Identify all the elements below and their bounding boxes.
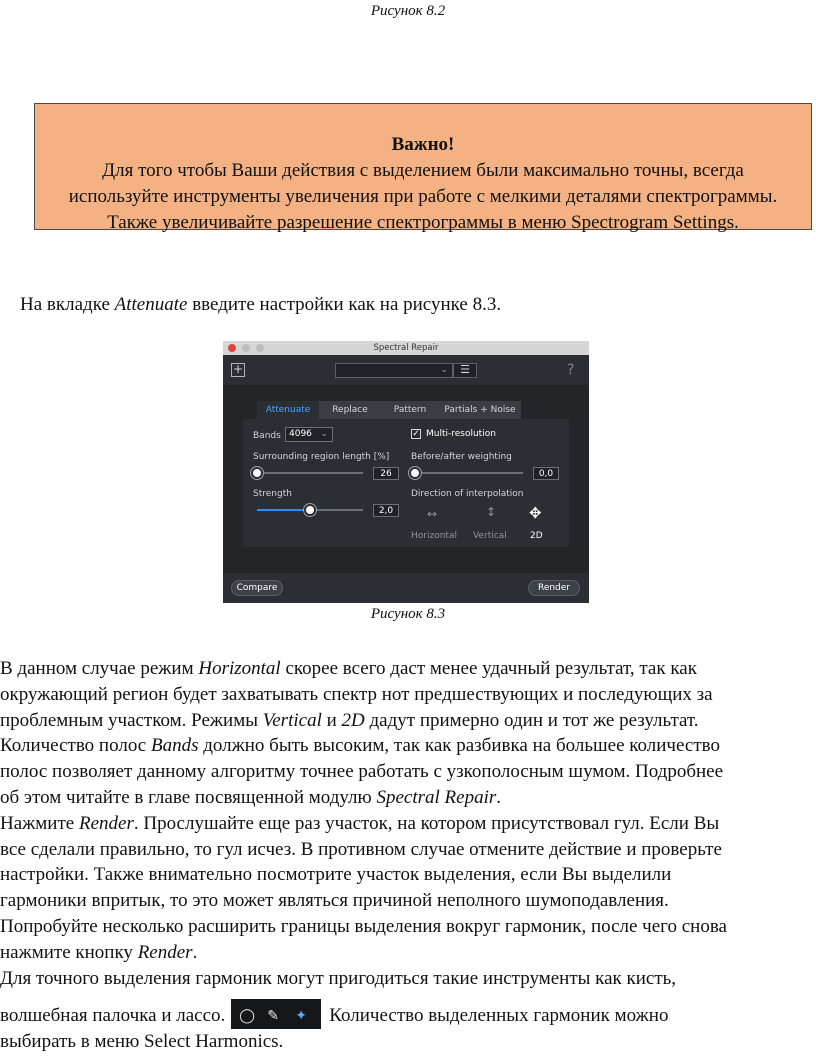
surrounding-slider-knob[interactable]	[251, 467, 263, 479]
chevron-down-icon: ⌄	[440, 365, 448, 375]
selection-tools-image	[231, 999, 321, 1029]
tab-replace[interactable]: Replace	[319, 401, 381, 419]
multi-resolution-label: Multi-resolution	[426, 429, 496, 439]
body-line: проблемным участком. Режимы Vertical и 2D дадут примерно один и тот же результат.	[0, 709, 699, 731]
preset-toolbar	[223, 355, 589, 385]
bands-select[interactable]	[285, 427, 333, 442]
spectral-repair-window	[223, 341, 589, 603]
tab-pattern[interactable]: Pattern	[381, 401, 439, 419]
strength-slider-fill	[257, 509, 310, 511]
zoom-window-icon[interactable]	[256, 344, 264, 352]
important-line: используйте инструменты увеличения при работе с мелкими деталями спектрограммы.	[68, 186, 778, 207]
attenuate-settings-panel	[243, 419, 569, 547]
close-window-icon[interactable]	[228, 344, 236, 352]
body-line: гармоники впритык, то это может являться причиной неполного шумоподавления.	[0, 890, 669, 912]
text: На вкладке	[20, 294, 115, 315]
minimize-window-icon[interactable]	[242, 344, 250, 352]
preset-dropdown[interactable]	[335, 363, 453, 378]
strength-slider-knob[interactable]	[304, 504, 316, 516]
render-button[interactable]: Render	[528, 580, 580, 596]
body-line: Нажмите Render. Прослушайте еще раз участок, на котором присутствовал гул. Если Вы	[0, 812, 720, 834]
bands-value: 4096	[289, 429, 312, 439]
surrounding-value-field[interactable]: 26	[373, 467, 399, 480]
important-line: Для того чтобы Ваши действия с выделением были максимально точны, всегда	[102, 160, 744, 181]
figure-caption-8-2: Рисунок 8.2	[370, 3, 446, 19]
body-line: об этом читайте в главе посвященной модулю Spectral Repair.	[0, 786, 502, 808]
body-line: Для точного выделения гармоник могут пригодиться такие инструменты как кисть,	[0, 967, 677, 989]
body-line: все сделали правильно, то гул исчез. В противном случае отмените действие и проверьте	[0, 838, 722, 860]
compare-button[interactable]: Compare	[231, 580, 283, 596]
body-line: полос позволяет данному алгоритму точнее работать с узкополосным шумом. Подробнее	[0, 761, 724, 783]
vertical-arrows-icon[interactable]: ↕	[486, 505, 497, 519]
surrounding-label: Surrounding region length [%]	[253, 452, 390, 462]
body-line: нажмите кнопку Render.	[0, 941, 198, 963]
tab-attenuate[interactable]: Attenuate	[257, 401, 319, 419]
brush-icon: ✎	[267, 1009, 280, 1025]
move-2d-icon[interactable]: ✥	[529, 504, 542, 522]
direction-2d-label: 2D	[530, 531, 543, 541]
intro-paragraph	[20, 294, 816, 316]
body-line: выбирать в меню Select Harmonics.	[0, 1031, 284, 1053]
important-line: Также увеличивайте разрешение спектрограммы в меню Spectrogram Settings.	[107, 212, 739, 233]
before-after-label: Before/after weighting	[411, 452, 512, 462]
body-line: окружающий регион будет захватывать спектр нот предшествующих и последующих за	[0, 683, 713, 705]
italic-term: Attenuate	[114, 294, 188, 315]
magic-wand-icon: ✦	[295, 1009, 308, 1025]
before-after-slider-knob[interactable]	[409, 467, 421, 479]
body-line: волшебная палочка и лассо. ◯ ✎ ✦ Количество выделенных гармоник можно	[0, 999, 816, 1029]
lasso-icon: ◯	[239, 1009, 255, 1025]
body-text	[0, 656, 816, 1055]
figure-caption-8-3: Рисунок 8.3	[370, 606, 446, 622]
body-line: Количество полос Bands должно быть высоким, так как разбивка на большее количество	[0, 735, 720, 757]
direction-label: Direction of interpolation	[411, 489, 524, 499]
window-titlebar	[223, 341, 589, 355]
preset-menu-icon[interactable]: ☰	[453, 363, 477, 378]
strength-label: Strength	[253, 489, 292, 499]
text: введите настройки как на рисунке 8.3.	[187, 294, 502, 315]
add-preset-button[interactable]: +	[232, 362, 244, 376]
direction-vertical-label: Vertical	[473, 531, 507, 541]
body-line: В данном случае режим Horizontal скорее всего даст менее удачный результат, так как	[0, 658, 697, 679]
horizontal-arrows-icon[interactable]: ↔	[427, 507, 438, 521]
body-line: настройки. Также внимательно посмотрите участок выделения, если Вы выделили	[0, 864, 672, 886]
body-line: Попробуйте несколько расширить границы выделения вокруг гармоник, после чего снова	[0, 915, 727, 937]
important-note	[34, 103, 812, 233]
before-after-value-field[interactable]: 0,0	[533, 467, 559, 480]
tab-partials-noise[interactable]: Partials + Noise	[439, 401, 521, 419]
help-icon[interactable]: ?	[567, 362, 575, 378]
important-title: Важно!	[391, 134, 455, 155]
chevron-down-icon: ⌄	[320, 429, 328, 439]
bands-label: Bands	[253, 431, 281, 441]
surrounding-slider-track[interactable]	[257, 472, 363, 474]
direction-horizontal-label: Horizontal	[411, 531, 457, 541]
window-title: Spectral Repair	[373, 343, 439, 353]
bottom-bar	[223, 573, 589, 603]
strength-value-field[interactable]: 2,0	[373, 504, 399, 517]
multi-resolution-checkbox[interactable]: ✓	[412, 429, 420, 439]
before-after-slider-track[interactable]	[415, 472, 523, 474]
